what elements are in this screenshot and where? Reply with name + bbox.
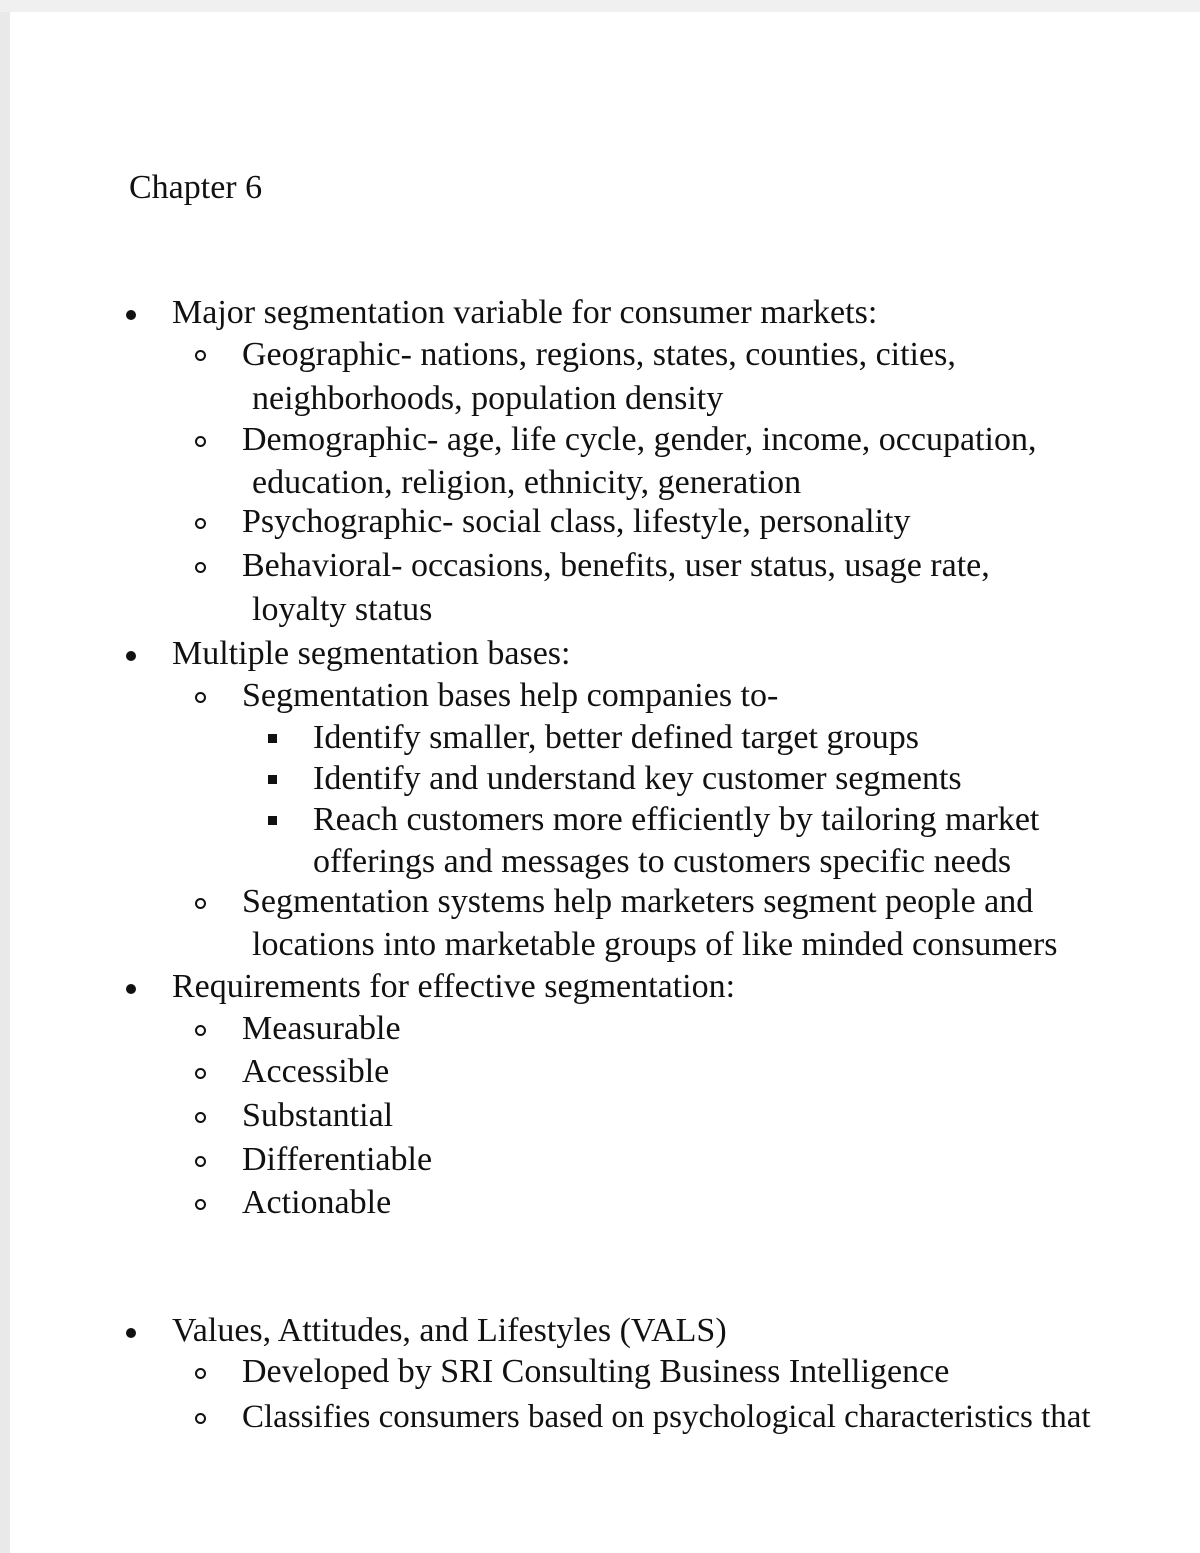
sub-list-item: Reach customers more efficiently by tailoring market	[313, 801, 1040, 838]
list-item: Geographic- nations, regions, states, counties, cities,	[242, 336, 956, 373]
bullet-circle-icon	[195, 1413, 206, 1424]
bullet-circle-icon	[195, 1068, 206, 1079]
list-item: Segmentation systems help marketers segment people and	[242, 883, 1034, 920]
sub-list-item: Identify and understand key customer segments	[313, 760, 962, 797]
bullet-circle-icon	[195, 898, 206, 909]
bullet-circle-icon	[195, 1112, 206, 1123]
page-edge-top	[0, 0, 1200, 12]
bullet-disc-icon	[126, 651, 136, 661]
bullet-square-icon	[268, 775, 277, 784]
list-item: Actionable	[242, 1184, 392, 1221]
list-item-continuation: neighborhoods, population density	[252, 380, 724, 417]
list-item: Psychographic- social class, lifestyle, personality	[242, 503, 911, 540]
section-heading: Requirements for effective segmentation:	[172, 968, 736, 1005]
bullet-disc-icon	[126, 310, 136, 320]
bullet-circle-icon	[195, 1156, 206, 1167]
sub-list-item: Identify smaller, better defined target groups	[313, 719, 920, 756]
bullet-circle-icon	[195, 692, 206, 703]
list-item: Substantial	[242, 1097, 394, 1134]
list-item-continuation: education, religion, ethnicity, generation	[252, 464, 802, 501]
list-item: Demographic- age, life cycle, gender, income, occupation,	[242, 421, 1037, 458]
section-heading: Multiple segmentation bases:	[172, 635, 571, 672]
page-title: Chapter 6	[129, 169, 263, 206]
bullet-circle-icon	[195, 1199, 206, 1210]
bullet-circle-icon	[195, 436, 206, 447]
section-heading: Values, Attitudes, and Lifestyles (VALS)	[172, 1312, 727, 1349]
bullet-circle-icon	[195, 518, 206, 529]
sub-list-item-continuation: offerings and messages to customers specific needs	[313, 843, 1012, 880]
list-item-continuation: loyalty status	[252, 591, 433, 628]
bullet-disc-icon	[126, 984, 136, 994]
bullet-disc-icon	[126, 1328, 136, 1338]
bullet-square-icon	[268, 816, 277, 825]
list-item: Measurable	[242, 1010, 401, 1047]
list-item: Developed by SRI Consulting Business Intelligence	[242, 1353, 950, 1390]
list-item-continuation: locations into marketable groups of like minded consumers	[252, 926, 1058, 963]
bullet-circle-icon	[195, 562, 206, 573]
list-item: Classifies consumers based on psychological characteristics that	[242, 1399, 1091, 1435]
bullet-circle-icon	[195, 1368, 206, 1379]
list-item: Behavioral- occasions, benefits, user status, usage rate,	[242, 547, 990, 584]
section-heading: Major segmentation variable for consumer markets:	[172, 294, 878, 331]
list-item: Segmentation bases help companies to-	[242, 677, 779, 714]
list-item: Differentiable	[242, 1141, 433, 1178]
list-item: Accessible	[242, 1053, 390, 1090]
bullet-circle-icon	[195, 1025, 206, 1036]
page-edge-left	[0, 0, 10, 1553]
bullet-circle-icon	[195, 350, 206, 361]
bullet-square-icon	[268, 734, 277, 743]
